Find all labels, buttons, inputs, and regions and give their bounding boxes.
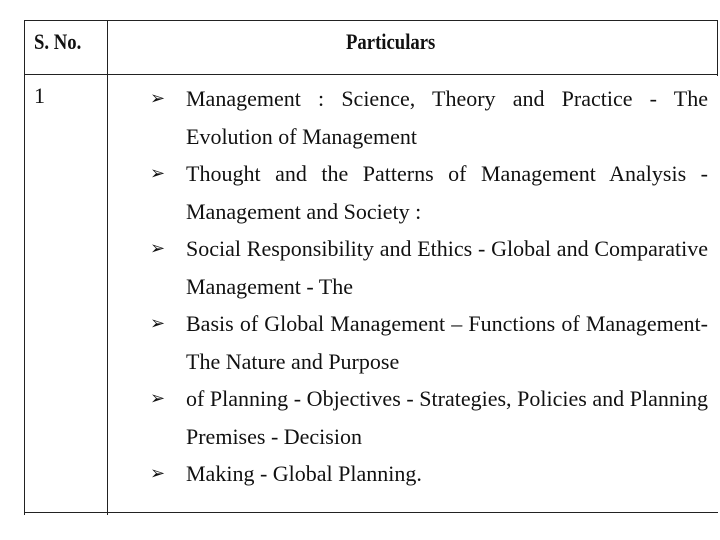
table-left-border bbox=[24, 20, 25, 515]
syllabus-table bbox=[24, 20, 718, 515]
table-column-divider bbox=[107, 20, 108, 515]
arrow-bullet-icon: ➢ bbox=[150, 313, 166, 334]
list-item bbox=[148, 380, 708, 455]
list-item-text: Making - Global Planning. bbox=[186, 461, 422, 486]
arrow-bullet-icon: ➢ bbox=[150, 238, 166, 259]
table-top-border bbox=[24, 20, 718, 21]
list-item bbox=[148, 80, 708, 155]
list-item bbox=[148, 455, 708, 493]
list-item bbox=[148, 230, 708, 305]
table-right-border bbox=[717, 20, 718, 76]
list-item bbox=[148, 305, 708, 380]
header-particulars: Particulars bbox=[346, 29, 436, 54]
arrow-bullet-icon: ➢ bbox=[150, 463, 166, 484]
list-item-text: Social Responsibility and Ethics - Global and Comparative Management - The bbox=[186, 236, 708, 299]
row-sno: 1 bbox=[34, 83, 45, 108]
header-sno: S. No. bbox=[34, 29, 82, 54]
arrow-bullet-icon: ➢ bbox=[150, 163, 166, 184]
list-item-text: Basis of Global Management – Functions of Management-The Nature and Purpose bbox=[186, 311, 708, 374]
list-item-text: of Planning - Objectives - Strategies, Policies and Planning Premises - Decision bbox=[186, 386, 708, 449]
list-item-text: Thought and the Patterns of Management Analysis - Management and Society : bbox=[186, 161, 708, 224]
arrow-bullet-icon: ➢ bbox=[150, 388, 166, 409]
table-bottom-border bbox=[24, 512, 718, 513]
table-header-border bbox=[24, 74, 718, 75]
list-item bbox=[148, 155, 708, 230]
list-item-text: Management : Science, Theory and Practice - The Evolution of Management bbox=[186, 86, 708, 149]
arrow-bullet-icon: ➢ bbox=[150, 88, 166, 109]
particulars-list bbox=[148, 80, 708, 493]
